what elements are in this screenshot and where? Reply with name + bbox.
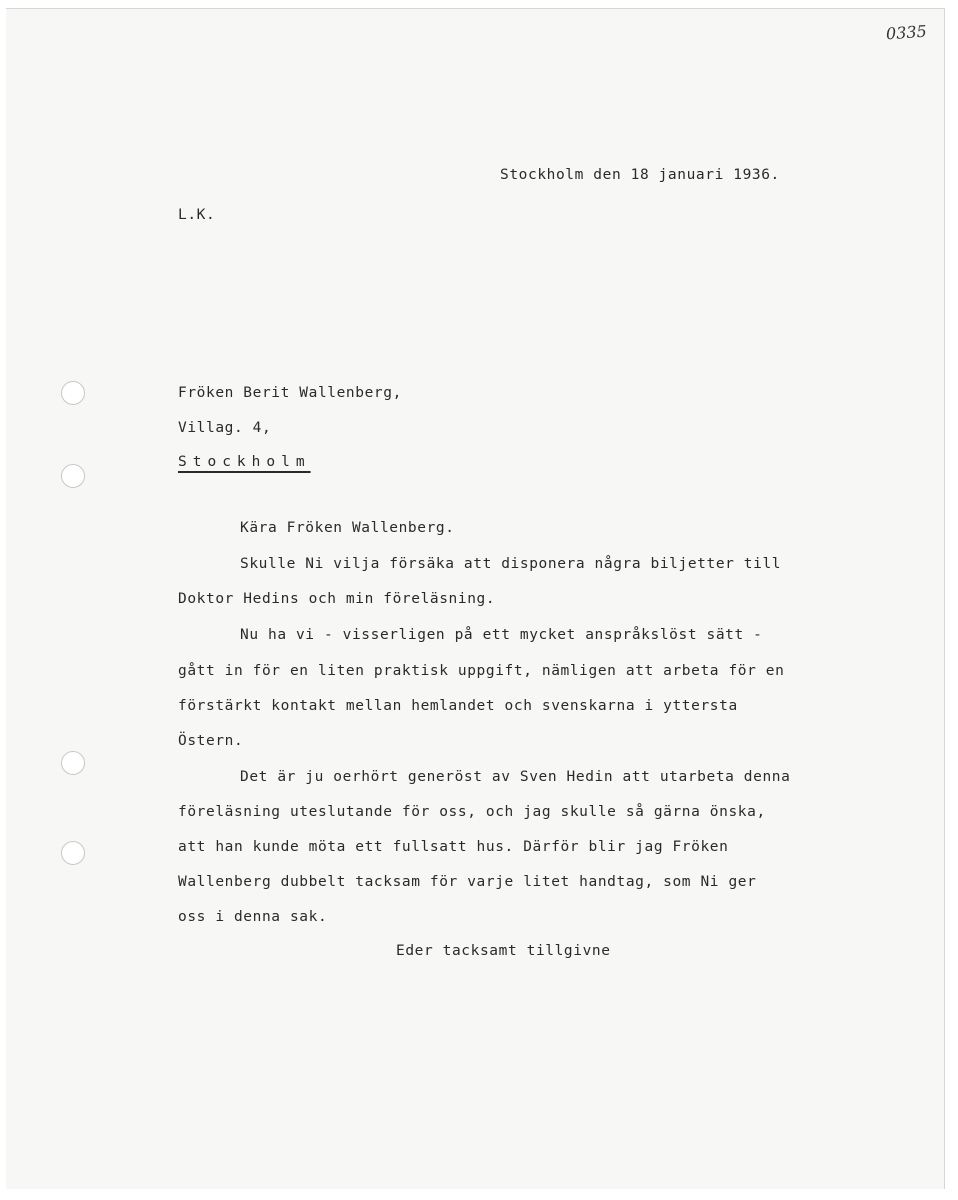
recipient-name: Fröken Berit Wallenberg, (178, 385, 402, 401)
punch-hole (61, 841, 85, 865)
letter-page (6, 8, 945, 1189)
date-line: Stockholm den 18 januari 1936. (500, 167, 780, 183)
body-line: oss i denna sak. (178, 909, 328, 925)
body-line: Det är ju oerhört generöst av Sven Hedin att utarbeta denna (240, 769, 791, 785)
recipient-street: Villag. 4, (178, 420, 272, 436)
closing: Eder tacksamt tillgivne (396, 943, 611, 959)
recipient-city: Stockholm (178, 454, 311, 470)
body-line: Skulle Ni vilja försäka att disponera några biljetter till (240, 556, 782, 572)
body-line: Wallenberg dubbelt tacksam för varje litet handtag, som Ni ger (178, 874, 757, 890)
body-line: gått in för en liten praktisk uppgift, nämligen att arbeta för en (178, 663, 785, 679)
punch-hole (61, 751, 85, 775)
salutation: Kära Fröken Wallenberg. (240, 520, 455, 536)
body-line: Nu ha vi - visserligen på ett mycket anspråkslöst sätt - (240, 627, 763, 643)
punch-hole (61, 464, 85, 488)
body-line: Doktor Hedins och min föreläsning. (178, 591, 496, 607)
body-line: Östern. (178, 733, 244, 749)
body-line: förstärkt kontakt mellan hemlandet och svenskarna i yttersta (178, 698, 738, 714)
body-line: föreläsning uteslutande för oss, och jag skulle så gärna önska, (178, 804, 766, 820)
punch-hole (61, 381, 85, 405)
body-line: att han kunde möta ett fullsatt hus. Därför blir jag Fröken (178, 839, 729, 855)
reference-initials: L.K. (178, 207, 216, 223)
archive-number: 0335 (885, 21, 928, 44)
